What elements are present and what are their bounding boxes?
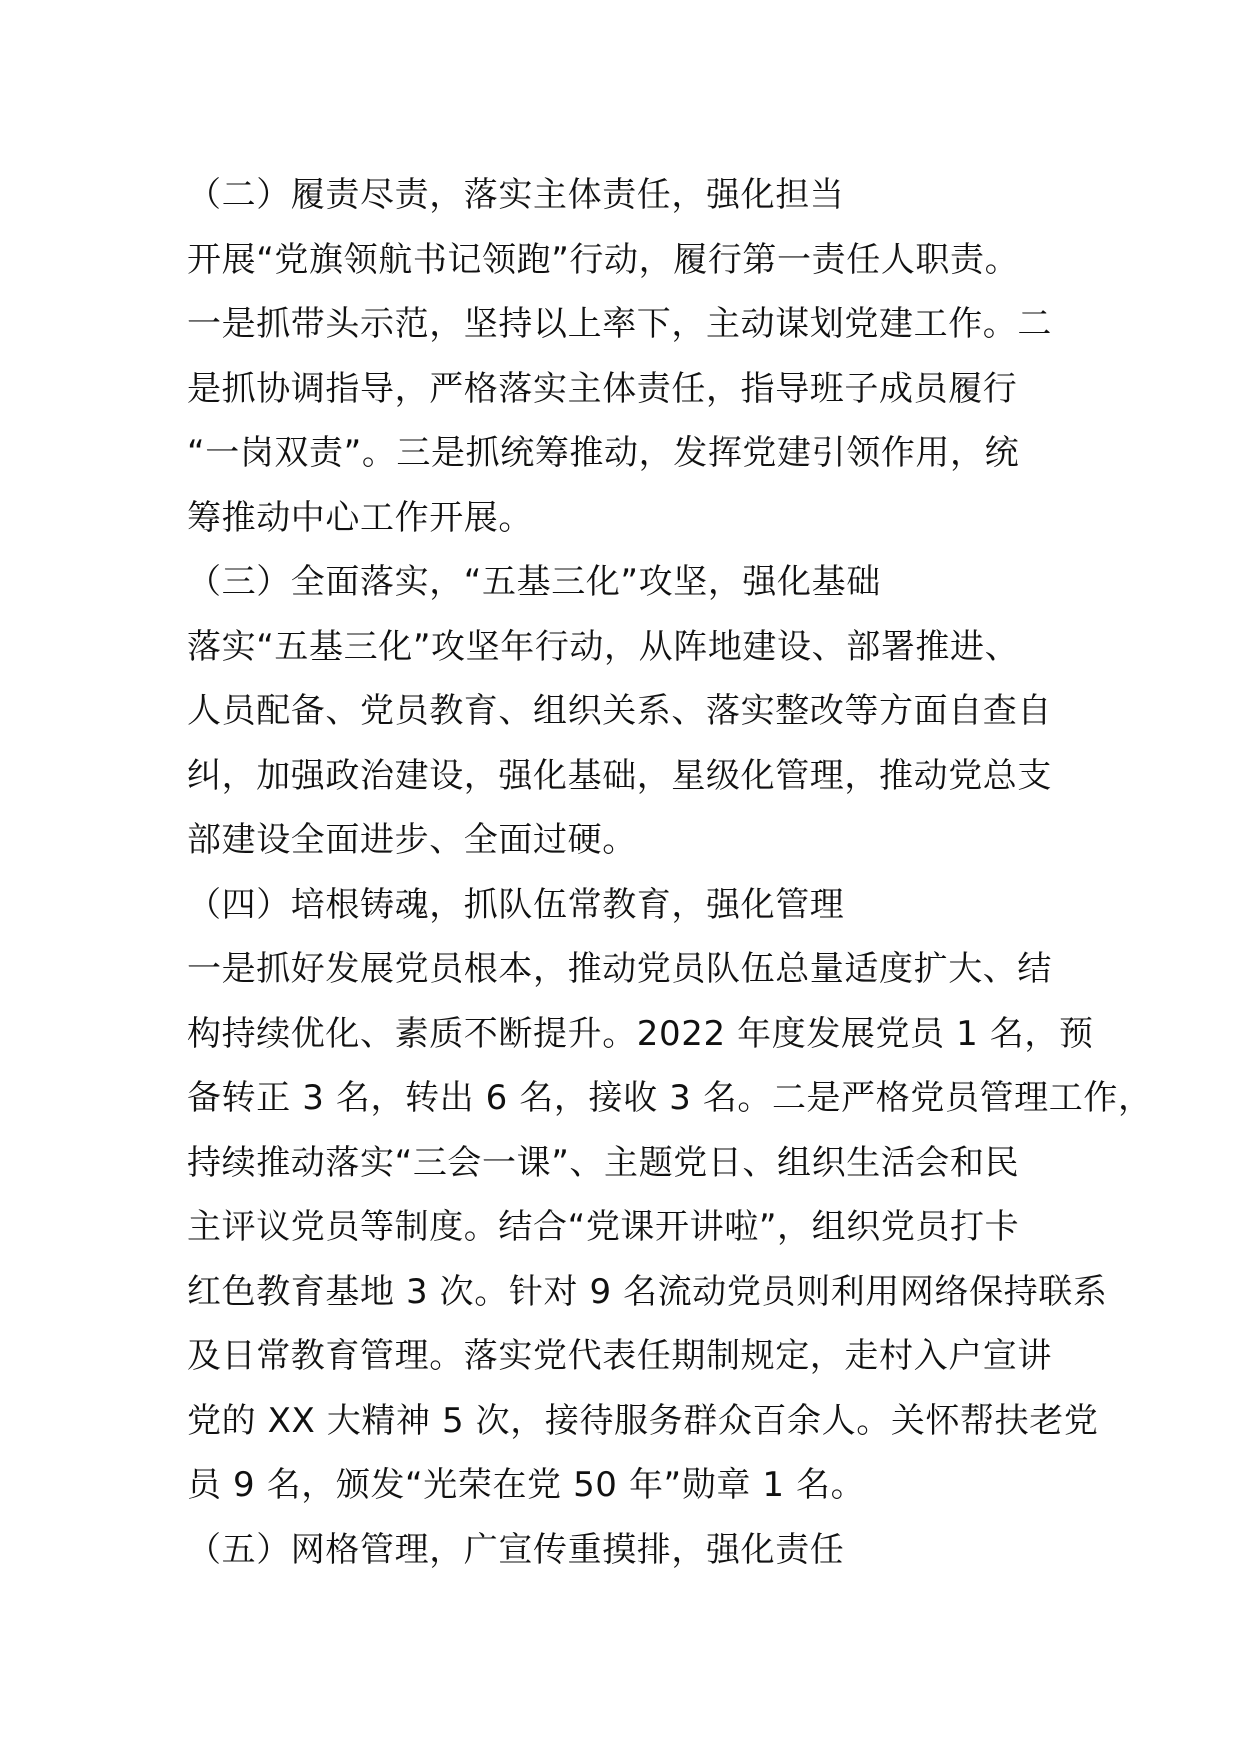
paragraph-line: 部建设全面进步、全面过硬。 [187, 820, 637, 860]
paragraph-line: 员 9 名，颁发“光荣在党 50 年”勋章 1 名。 [187, 1465, 866, 1505]
paragraph-line: “一岗双责”。三是抓统筹推动，发挥党建引领作用，统 [187, 433, 1020, 473]
paragraph-line: 党的 XX 大精神 5 次，接待服务群众百余人。关怀帮扶老党 [187, 1400, 1099, 1441]
paragraph-line: 开展“党旗领航书记领跑”行动，履行第一责任人职责。 [187, 239, 1020, 280]
paragraph-line: 筹推动中心工作开展。 [187, 497, 533, 538]
paragraph-line: 及日常教育管理。落实党代表任期制规定，走村入户宣讲 [187, 1336, 1052, 1376]
section-heading-2: （二）履责尽责，落实主体责任，强化担当 [187, 175, 845, 215]
section-heading-3: （三）全面落实，“五基三化”攻坚，强化基础 [187, 562, 881, 602]
paragraph-line: 构持续优化、素质不断提升。2022 年度发展党员 1 名，预 [187, 1013, 1094, 1054]
paragraph-line: 一是抓带头示范，坚持以上率下，主动谋划党建工作。二 [187, 304, 1052, 344]
paragraph-line: 备转正 3 名，转出 6 名，接收 3 名。二是严格党员管理工作， [187, 1078, 1153, 1118]
section-heading-4: （四）培根铸魂，抓队伍常教育，强化管理 [187, 884, 845, 925]
paragraph-line: 人员配备、党员教育、组织关系、落实整改等方面自查自 [187, 691, 1052, 731]
paragraph-line: 红色教育基地 3 次。针对 9 名流动党员则利用网络保持联系 [187, 1271, 1108, 1312]
paragraph-line: 持续推动落实“三会一课”、主题党日、组织生活会和民 [187, 1142, 1020, 1183]
document-body [187, 163, 1153, 1582]
paragraph-line: 纠，加强政治建设，强化基础，星级化管理，推动党总支 [187, 755, 1052, 796]
section-heading-5: （五）网格管理，广宣传重摸排，强化责任 [187, 1529, 845, 1570]
paragraph-line: 主评议党员等制度。结合“党课开讲啦”，组织党员打卡 [187, 1207, 1020, 1247]
paragraph-line: 一是抓好发展党员根本，推动党员队伍总量适度扩大、结 [187, 949, 1052, 989]
paragraph-line: 落实“五基三化”攻坚年行动，从阵地建设、部署推进、 [187, 626, 1020, 667]
paragraph-line: 是抓协调指导，严格落实主体责任，指导班子成员履行 [187, 368, 1018, 409]
